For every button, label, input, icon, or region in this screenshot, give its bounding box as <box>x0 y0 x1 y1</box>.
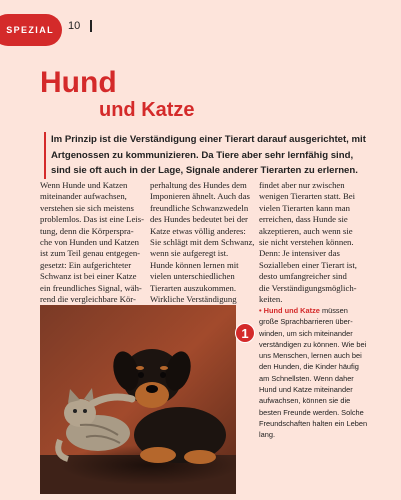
caption-line: große Sprachbarrieren über- <box>259 317 353 327</box>
body-line: die Verständigungsmöglich- <box>259 282 357 293</box>
body-line: freundliche Schwanzwedeln <box>150 202 249 213</box>
body-line: verstehen sie sich meistens <box>40 202 134 213</box>
body-line: des Hundes bedeutet bei der <box>150 214 248 225</box>
body-line: vielen unterschiedlichen <box>150 271 235 282</box>
body-column-3 <box>259 180 359 305</box>
body-line: keiten. <box>259 294 283 305</box>
caption-line: lang. <box>259 430 276 440</box>
body-column-2 <box>150 180 255 305</box>
caption-line: aufwachsen, können sie die <box>259 396 351 406</box>
body-line: findet aber nur zwischen <box>259 180 345 190</box>
body-line: Sie schlägt mit dem Schwanz, <box>150 237 255 248</box>
caption-headline: Hund und Katze <box>263 306 320 315</box>
caption-first-line-rest: müssen <box>319 306 348 315</box>
caption-line: besten Freunde werden. Solche <box>259 407 364 417</box>
body-line: sie nicht verstehen können. <box>259 237 354 248</box>
body-line: tung, denn die Körperspra- <box>40 225 134 236</box>
body-column-1 <box>40 180 144 305</box>
body-line: erreichen, dass Hunde sie <box>259 214 348 225</box>
body-line: Imponieren ähnelt. Auch das <box>150 191 250 202</box>
body-line: Denn: Je intensiver das <box>259 248 340 259</box>
intro-paragraph: Im Prinzip ist die Verständigung einer Tierart darauf ausgerichtet, mit Artgenossen zu kommunizieren. Da Tiere aber sehr lernfähig sind, sind sie oft auch in der Lage, Signale anderer Tierarten zu erlernen. <box>44 132 375 179</box>
body-line: Wirkliche Verständigung <box>150 294 237 305</box>
caption-line: winden, um sich miteinander <box>259 328 353 338</box>
body-line: desto umfangreicher sind <box>259 271 347 282</box>
puppy-kitten-photo <box>40 305 236 494</box>
title-line-1: Hund <box>40 66 117 99</box>
caption-line: am Schnellsten. Wenn daher <box>259 373 354 383</box>
body-line: miteinander aufwachsen, <box>40 191 127 202</box>
body-line: che von Hunden und Katzen <box>40 237 139 248</box>
title-line-2: und Katze <box>99 99 195 121</box>
body-line: Tierarten auszukommen. <box>150 282 237 293</box>
body-line: Sozialleben einer Tierart ist, <box>259 259 357 270</box>
body-line: wenigen Tierarten statt. Bei <box>259 191 356 202</box>
body-line: rend die vergleichbare Kör- <box>40 294 136 305</box>
caption-bullet: • <box>259 306 262 315</box>
body-line: ist zum Teil genau entgegen- <box>40 248 141 259</box>
page-number-divider <box>90 20 92 32</box>
body-line: problemlos. Das ist eine Leis- <box>40 214 144 225</box>
body-line: ein freundliches Signal, wäh- <box>40 282 142 293</box>
caption-line: den Hunden, die Kinder häufig <box>259 362 359 372</box>
caption-number-icon: 1 <box>235 323 255 343</box>
page-number: 10 <box>68 20 81 32</box>
caption-line: Freundschaften halten ein Leben <box>259 418 368 428</box>
body-line: gesetzt: Ein aufgerichteter <box>40 259 132 270</box>
body-line: wenn sie aufgeregt ist. <box>150 248 229 259</box>
body-line: Katze etwas völlig anderes: <box>150 225 246 236</box>
caption-line: Hund und Katze miteinander <box>259 385 353 395</box>
body-line: Hunde können lernen mit <box>150 259 239 270</box>
caption-line: uns Menschen, lernen auch bei <box>259 351 362 361</box>
body-line: Schwanz ist bei einer Katze <box>40 271 137 282</box>
badge-label: SPEZIAL <box>6 25 54 35</box>
caption-line: verständigen zu können. Wie bei <box>259 339 367 349</box>
body-line: vielen Tierarten kann man <box>259 202 350 213</box>
body-line: perhaltung des Hundes dem <box>150 180 247 190</box>
body-line: Wenn Hunde und Katzen <box>40 180 128 190</box>
photo-caption <box>259 305 369 441</box>
body-line: akzeptieren, auch wenn sie <box>259 225 353 236</box>
spezial-badge <box>0 14 62 46</box>
caption-line <box>259 305 369 316</box>
